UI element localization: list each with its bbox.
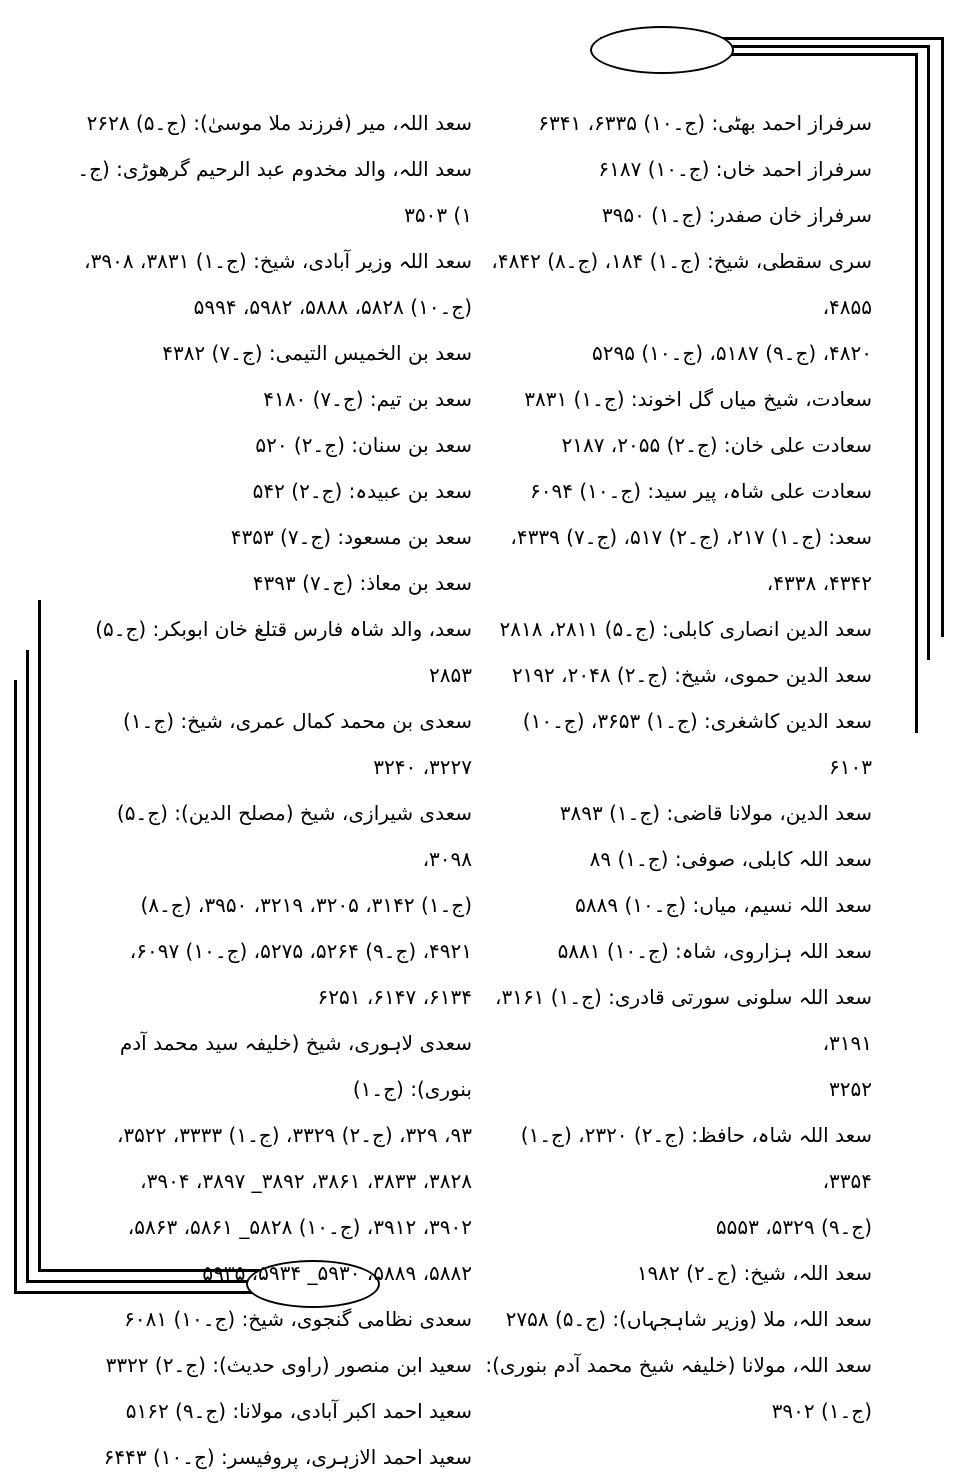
entry-line: سعدی نظامی گنجوی، شیخ: (ج۔۱۰) ۶۰۸۱ bbox=[124, 1307, 472, 1331]
entry-line: ۳۲۵۲ bbox=[829, 1077, 872, 1101]
entry-line: (ج۔۱۰) ۵۸۲۸، ۵۸۸۸، ۵۹۸۲، ۵۹۹۴ bbox=[193, 295, 472, 319]
entry-line: سعد اللہ وزیر آبادی، شیخ: (ج۔۱) ۳۸۳۱، ۳۹۰۸، bbox=[84, 249, 472, 273]
entry-line: سعادت علی شاہ، پیر سید: (ج۔۱۰) ۶۰۹۴ bbox=[530, 479, 872, 503]
index-entry bbox=[77, 1296, 472, 1342]
frame-line bbox=[14, 680, 17, 1294]
index-entry bbox=[482, 422, 872, 468]
index-entry bbox=[482, 928, 872, 974]
entry-line: ۶۱۳۴، ۶۱۴۷، ۶۲۵۱ bbox=[317, 985, 472, 1009]
entry-line: (ج۔۱) ۳۱۴۲، ۳۲۰۵، ۳۲۱۹، ۳۹۵۰، (ج۔۸) bbox=[140, 893, 472, 917]
index-entry bbox=[77, 1020, 472, 1296]
entry-line: سعد بن معاذ: (ج۔۷) ۴۳۹۳ bbox=[252, 571, 472, 595]
entry-line: سعید ابن منصور (راوی حدیث): (ج۔۲) ۳۳۲۲ bbox=[105, 1353, 472, 1377]
entry-line: سعد بن تیم: (ج۔۷) ۴۱۸۰ bbox=[263, 387, 472, 411]
entry-line: سعد اللہ شاہ، حافظ: (ج۔۲) ۲۳۲۰، (ج۔۱) ۳۳۵۴، bbox=[520, 1123, 872, 1193]
frame-line bbox=[26, 650, 29, 1283]
index-entry bbox=[482, 514, 872, 606]
index-entry bbox=[482, 376, 872, 422]
entry-line: سعد اللہ، میر (فرزند ملا موسیٰ): (ج۔۵) ۲۶۲۸ bbox=[86, 111, 472, 135]
index-entry bbox=[77, 376, 472, 422]
entry-line: سری سقطی، شیخ: (ج۔۱) ۱۸۴، (ج۔۸) ۴۸۴۲، ۴۸۵۵، bbox=[491, 249, 872, 319]
entry-line: ۴۸۲۰، (ج۔۹) ۵۱۸۷، (ج۔۱۰) ۵۲۹۵ bbox=[592, 341, 872, 365]
entry-line: سعید احمد الازہری، پروفیسر: (ج۔۱۰) ۶۴۴۳ bbox=[103, 1445, 472, 1469]
entry-line: سعد الدین حموی، شیخ: (ج۔۲) ۲۰۴۸، ۲۱۹۲ bbox=[511, 663, 872, 687]
index-entry bbox=[482, 974, 872, 1112]
entry-line: سعدی بن محمد کمال عمری، شیخ: (ج۔۱) ۳۲۲۷، ۳۲۴۰ bbox=[123, 709, 472, 779]
index-entry bbox=[77, 514, 472, 560]
entry-line: سعادت علی خان: (ج۔۲) ۲۰۵۵، ۲۱۸۷ bbox=[561, 433, 872, 457]
index-column-left bbox=[77, 100, 472, 1480]
entry-line: سعد اللہ، ملا (وزیر شاہجہاں): (ج۔۵) ۲۷۵۸ bbox=[505, 1307, 872, 1331]
index-entry bbox=[77, 146, 472, 238]
entry-line: سعدی لاہوری، شیخ (خلیفہ سید محمد آدم بنوری): (ج۔۱) bbox=[119, 1031, 472, 1101]
entry-line: سعد الدین انصاری کابلی: (ج۔۵) ۲۸۱۱، ۲۸۱۸ bbox=[499, 617, 872, 641]
decorative-oval bbox=[590, 26, 734, 74]
entry-line: ۳۸۲۸، ۳۸۳۳، ۳۸۶۱، ۳۸۹۲_ ۳۸۹۷، ۳۹۰۴، bbox=[140, 1169, 472, 1193]
entry-line: سعادت، شیخ میاں گل اخوند: (ج۔۱) ۳۸۳۱ bbox=[524, 387, 872, 411]
entry-line: سرفراز احمد خاں: (ج۔۱۰) ۶۱۸۷ bbox=[598, 157, 872, 181]
entry-line: سعد اللہ سلونی سورتی قادری: (ج۔۱) ۳۱۶۱، ۳۱۹۱، bbox=[494, 985, 872, 1055]
entry-line: سعد، والد شاہ فارس قتلغ خان ابوبکر: (ج۔۵) ۲۸۵۳ bbox=[95, 617, 472, 687]
index-entry bbox=[482, 192, 872, 238]
index-entry bbox=[77, 468, 472, 514]
index-entry bbox=[77, 238, 472, 284]
index-entry bbox=[77, 1342, 472, 1388]
entry-line: سرفراز خان صفدر: (ج۔۱) ۳۹۵۰ bbox=[601, 203, 872, 227]
entry-line: سعد بن مسعود: (ج۔۷) ۴۳۵۳ bbox=[230, 525, 472, 549]
index-entry bbox=[482, 1342, 872, 1434]
index-entry bbox=[482, 1250, 872, 1296]
index-entry bbox=[77, 330, 472, 376]
index-entry bbox=[482, 698, 872, 790]
index-entry bbox=[77, 790, 472, 1020]
index-entry bbox=[482, 146, 872, 192]
index-entry bbox=[482, 1296, 872, 1342]
entry-line: ۹۳، ۳۲۹، (ج۔۲) ۳۳۲۹، (ج۔۱) ۳۳۳۳، ۳۵۲۲، bbox=[116, 1123, 472, 1147]
index-entry bbox=[77, 284, 472, 330]
frame-line bbox=[941, 37, 944, 637]
entry-line: ۵۸۸۲، ۵۸۸۹، ۵۹۳۰_ ۵۹۳۴، ۵۹۳۵ bbox=[202, 1261, 472, 1285]
entry-line: ۴۹۲۱، (ج۔۹) ۵۲۶۴، ۵۲۷۵، (ج۔۱۰) ۶۰۹۷، bbox=[129, 939, 472, 963]
index-entry bbox=[77, 560, 472, 606]
entry-line: سعدی شیرازی، شیخ (مصلح الدین): (ج۔۵) ۳۰۹۸، bbox=[116, 801, 472, 871]
entry-line: (ج۔۹) ۵۳۲۹، ۵۵۵۳ bbox=[715, 1215, 872, 1239]
index-entry bbox=[482, 790, 872, 836]
entry-line: سعد بن الخمیس التیمی: (ج۔۷) ۴۳۸۲ bbox=[162, 341, 472, 365]
entry-line: سعد اللہ، مولانا (خلیفہ شیخ محمد آدم بنوری): (ج۔۱) ۳۹۰۲ bbox=[485, 1353, 872, 1423]
frame-line bbox=[927, 45, 930, 660]
index-entry bbox=[77, 698, 472, 790]
entry-line: سعد اللہ کابلی، صوفی: (ج۔۱) ۸۹ bbox=[589, 847, 872, 871]
index-entry bbox=[482, 468, 872, 514]
entry-line: سعد اللہ، شیخ: (ج۔۲) ۱۹۸۲ bbox=[636, 1261, 872, 1285]
entry-line: سعد: (ج۔۱) ۲۱۷، (ج۔۲) ۵۱۷، (ج۔۷) ۴۳۳۹، bbox=[510, 525, 872, 549]
entry-line: سعد الدین، مولانا قاضی: (ج۔۱) ۳۸۹۳ bbox=[559, 801, 872, 825]
entry-line: ۳۹۰۲، ۳۹۱۲، (ج۔۱۰) ۵۸۲۸_ ۵۸۶۱، ۵۸۶۳، bbox=[127, 1215, 472, 1239]
entry-line: سعد بن عبیدہ: (ج۔۲) ۵۴۲ bbox=[252, 479, 472, 503]
entry-line: سعید احمد اکبر آبادی، مولانا: (ج۔۹) ۵۱۶۲ bbox=[125, 1399, 472, 1423]
index-entry bbox=[77, 1388, 472, 1434]
index-entry bbox=[482, 836, 872, 882]
frame-line bbox=[915, 53, 918, 733]
entry-line: سعد بن سنان: (ج۔۲) ۵۲۰ bbox=[255, 433, 472, 457]
index-entry bbox=[482, 606, 872, 652]
entry-line: سعد اللہ نسیم، میاں: (ج۔۱۰) ۵۸۸۹ bbox=[575, 893, 872, 917]
index-entry bbox=[77, 606, 472, 698]
entry-line: سعد اللہ، والد مخدوم عبد الرحیم گرھوڑی: (ج۔۱) ۳۵۰۳ bbox=[77, 157, 472, 227]
index-entry bbox=[77, 422, 472, 468]
index-entry bbox=[482, 100, 872, 146]
entry-line: ۴۳۴۲، ۴۳۳۸، bbox=[766, 571, 872, 595]
index-entry bbox=[482, 652, 872, 698]
index-entry bbox=[77, 1434, 472, 1480]
index-entry bbox=[482, 882, 872, 928]
index-entry bbox=[482, 1112, 872, 1250]
index-entry bbox=[77, 100, 472, 146]
entry-line: سرفراز احمد بھٹی: (ج۔۱۰) ۶۳۳۵، ۶۳۴۱ bbox=[538, 111, 872, 135]
index-entry bbox=[482, 238, 872, 376]
entry-line: سعد الدین کاشغری: (ج۔۱) ۳۶۵۳، (ج۔۱۰) ۶۱۰۳ bbox=[522, 709, 872, 779]
entry-line: سعد اللہ ہزاروی، شاہ: (ج۔۱۰) ۵۸۸۱ bbox=[557, 939, 872, 963]
index-column-right bbox=[482, 100, 872, 1434]
frame-line bbox=[38, 600, 41, 1272]
